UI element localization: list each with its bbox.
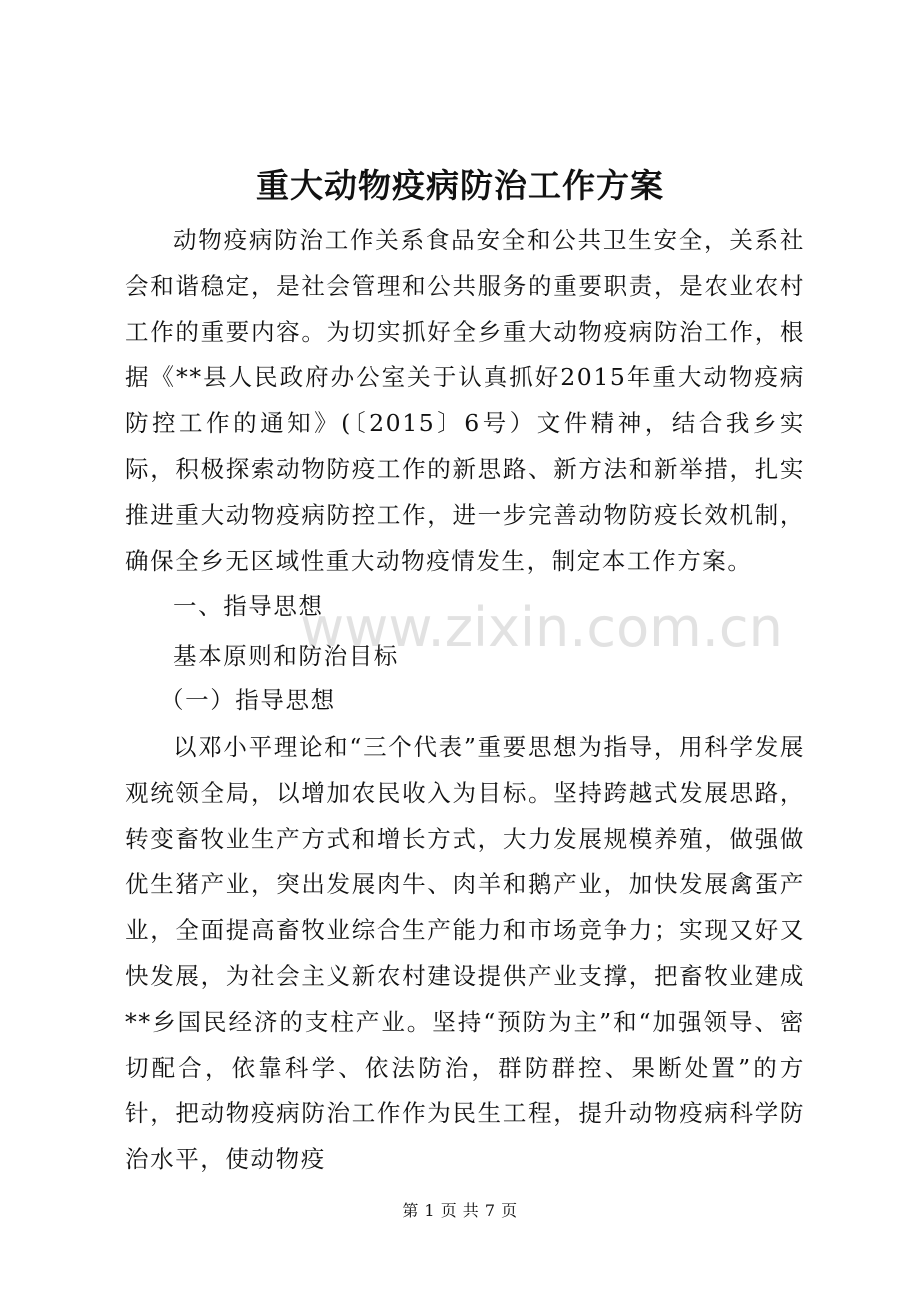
watermark: www.zixin.com.cn	[300, 596, 783, 659]
section-heading: 一、指导思想	[173, 592, 324, 620]
body-paragraph: 以邓小平理论和“三个代表”重要思想为指导，用科学发展观统领全局，以增加农民收入为目标。坚持跨越式发展思路，转变畜牧业生产方式和增长方式，大力发展规模养殖，做强做优生猪产业，突出发展肉牛、肉羊和鹅产业，加快发展禽蛋产业，全面提高畜牧业综合生产能力和市场竞争力；实现又好又快发展，为社会主义新农村建设提供产业支撑，把畜牧业建成**乡国民经济的支柱产业。坚持“预防为主”和“加强领导、密切配合，依靠科学、依法防治，群防群控、果断处置”的方针，把动物疫病防治工作作为民生工程，提升动物疫病科学防治水平，使动物疫	[125, 733, 805, 1174]
page-footer: 第 1 页 共 7 页	[402, 1201, 518, 1220]
subsection-heading: （一）指导思想	[160, 686, 336, 714]
document-title: 重大动物疫病防治工作方案	[256, 166, 664, 205]
section-subtitle: 基本原则和防治目标	[173, 642, 399, 670]
intro-paragraph: 动物疫病防治工作关系食品安全和公共卫生安全，关系社会和谐稳定，是社会管理和公共服务的重要职责，是农业农村工作的重要内容。为切实抓好全乡重大动物疫病防治工作，根据《**县人民政府办公室关于认真抓好2015年重大动物疫病防控工作的通知》(〔2015〕6号）文件精神，结合我乡实际，积极探索动物防疫工作的新思路、新方法和新举措，扎实推进重大动物疫病防控工作，进一步完善动物防疫长效机制，确保全乡无区域性重大动物疫情发生，制定本工作方案。	[125, 226, 805, 575]
